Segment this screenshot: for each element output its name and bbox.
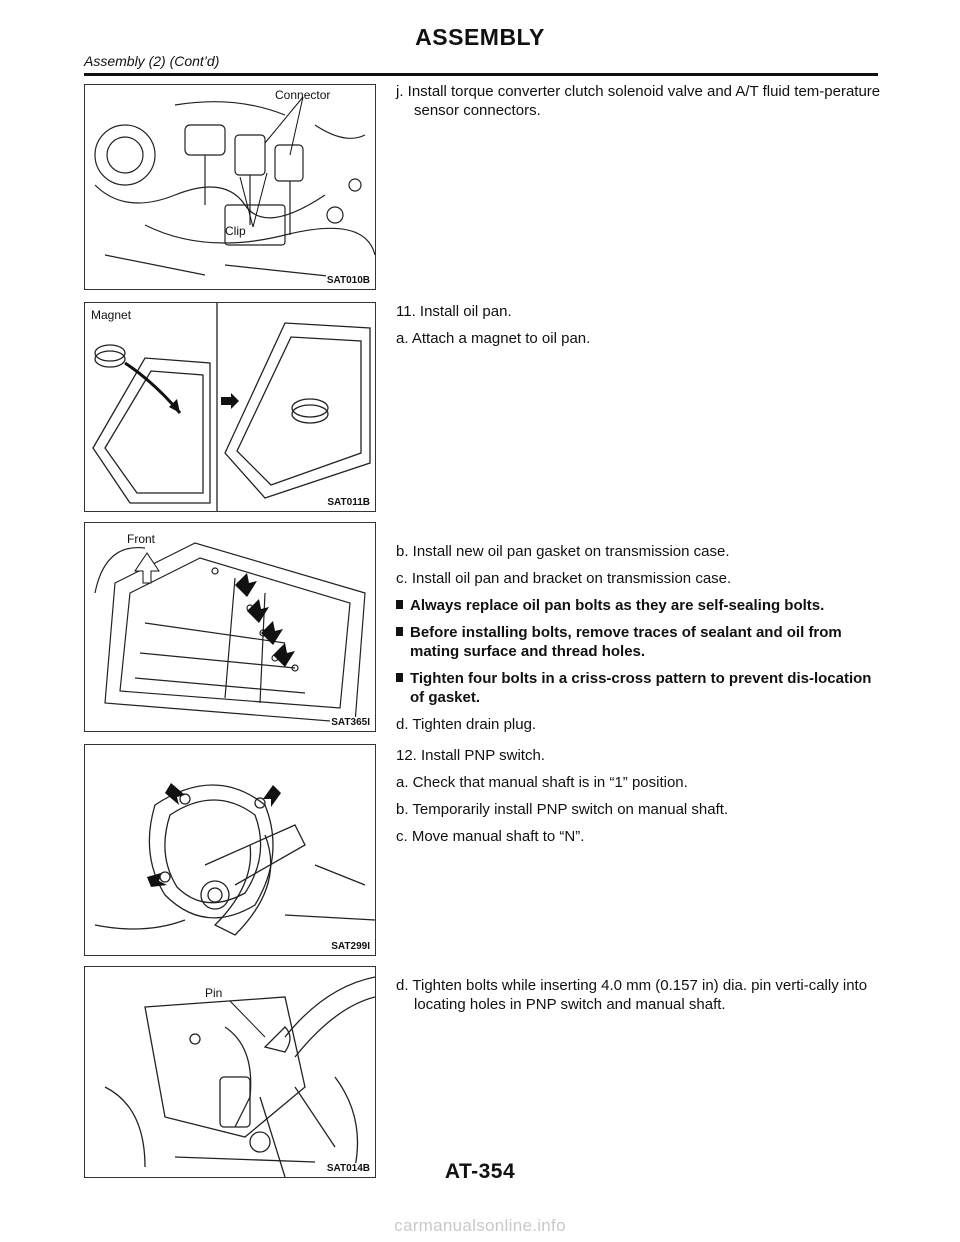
step-11a: a. Attach a magnet to oil pan. [396,330,591,347]
bullet-replace-bolts [396,596,884,615]
page-number: AT-354 [444,1160,516,1183]
page-title: ASSEMBLY [415,24,545,50]
step-12d: d. Tighten bolts while inserting 4.0 mm (0.157 in) dia. pin verti-cally into locating holes in PNP switch and manual shaft. [396,977,868,1013]
header-divider [84,73,878,76]
step-11-block [396,302,884,356]
step-12: 12. Install PNP switch. [396,747,545,764]
step-12d-block [396,976,884,1022]
bullet-text: Before installing bolts, remove traces of sealant and oil from mating surface and thread holes. [410,624,842,660]
figure-magnet-illustration [84,302,376,512]
oil-pan-bolts-drawing [85,523,376,732]
step-11b-block [396,542,884,742]
bullet-text: Tighten four bolts in a criss-cross pattern to prevent dis-location of gasket. [410,670,872,706]
connector-label: Connector [275,88,331,102]
front-label: Front [127,532,156,546]
step-11d: d. Tighten drain plug. [396,716,537,733]
bullet-icon [396,600,403,609]
step-12-block [396,746,884,854]
figure-connector-illustration [84,84,376,290]
connector-illustration-drawing [85,85,376,290]
figure-pnp-switch [84,744,376,956]
pin-insertion-drawing [85,967,376,1178]
figure-code: SAT365I [331,717,370,728]
figure-code: SAT011B [327,497,370,508]
bullet-criss-cross [396,669,884,707]
figure-code: SAT014B [326,1163,370,1174]
step-11: 11. Install oil pan. [396,303,512,320]
step-11c: c. Install oil pan and bracket on transmission case. [396,570,732,587]
step-j-block [396,82,884,128]
figure-code: SAT299I [331,941,370,952]
bullet-text: Always replace oil pan bolts as they are self-sealing bolts. [410,597,825,614]
step-12b: b. Temporarily install PNP switch on manual shaft. [396,801,729,818]
step-12c: c. Move manual shaft to “N”. [396,828,585,845]
step-11b: b. Install new oil pan gasket on transmission case. [396,543,730,560]
bullet-icon [396,627,403,636]
step-12a: a. Check that manual shaft is in “1” position. [396,774,688,791]
section-subtitle: Assembly (2) (Cont’d) [84,53,220,69]
magnet-label: Magnet [91,308,132,322]
bullet-icon [396,673,403,682]
figure-code: SAT010B [326,275,370,286]
pnp-switch-drawing [85,745,376,956]
step-j: j. Install torque converter clutch solenoid valve and A/T fluid tem-perature sensor connectors. [396,83,881,119]
figure-pin-insertion [84,966,376,1178]
watermark-link[interactable]: carmanualsonline.info [394,1216,566,1235]
oil-pan-magnet-drawing [85,303,376,512]
bullet-remove-sealant [396,623,884,661]
figure-oil-pan-bolts [84,522,376,732]
clip-label: Clip [225,224,246,238]
pin-label: Pin [205,986,223,1000]
